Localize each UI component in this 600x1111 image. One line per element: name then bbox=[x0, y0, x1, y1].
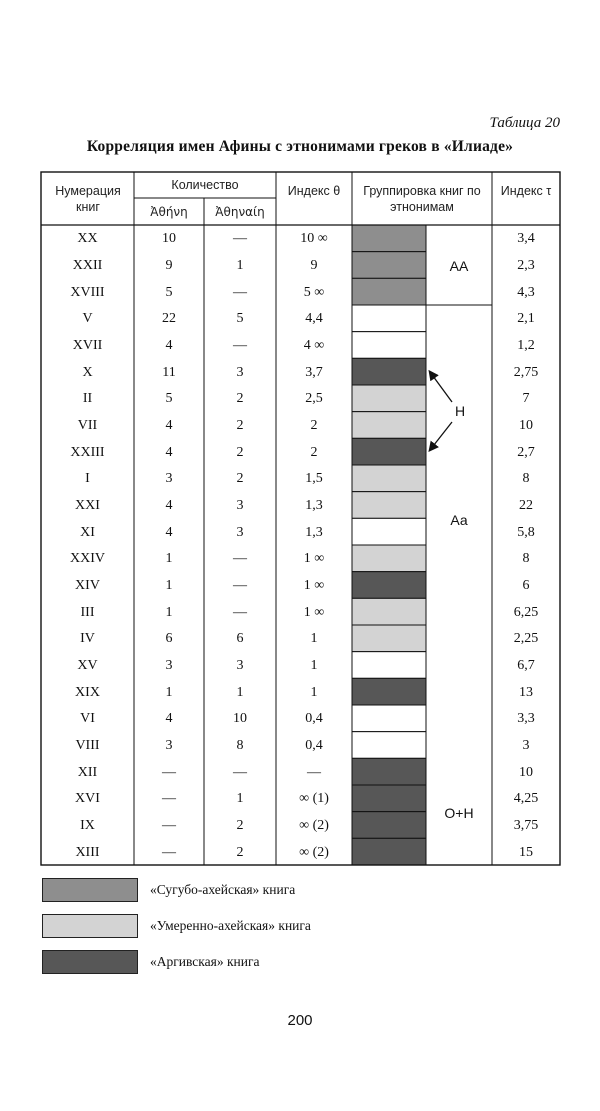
cell-theta: 1 bbox=[310, 658, 318, 673]
cell-book: XXII bbox=[72, 258, 103, 273]
cell-book: XX bbox=[77, 231, 98, 247]
cell-tau: 3,75 bbox=[513, 818, 539, 833]
cell-athenaie: — bbox=[233, 231, 247, 247]
cell-book: XII bbox=[77, 764, 98, 780]
cell-athene: 1 bbox=[165, 578, 173, 593]
shade-cell-xviii bbox=[352, 278, 426, 305]
cell-tau: 3 bbox=[522, 738, 530, 753]
cell-athene: 3 bbox=[165, 658, 173, 673]
header-index-theta: Индекс θ bbox=[287, 184, 341, 198]
cell-book: XXI bbox=[75, 498, 100, 513]
cell-athenaie: — bbox=[233, 604, 247, 620]
cell-athene: 6 bbox=[165, 631, 173, 647]
cell-book: XXIII bbox=[70, 444, 105, 460]
cell-tau: 2,3 bbox=[517, 258, 535, 273]
cell-athene: 4 bbox=[165, 498, 173, 513]
cell-book: VII bbox=[77, 418, 98, 433]
cell-athene: 4 bbox=[165, 444, 173, 460]
cell-book: XVI bbox=[75, 791, 100, 807]
cell-tau: 13 bbox=[519, 684, 533, 700]
shade-cell-vi bbox=[352, 705, 426, 732]
cell-athene: 1 bbox=[165, 684, 173, 700]
shade-cell-xix bbox=[352, 678, 426, 705]
cell-theta: 1,3 bbox=[305, 498, 323, 513]
shade-cell-xx bbox=[352, 225, 426, 252]
cell-tau: 2,7 bbox=[517, 444, 535, 460]
cell-tau: 8 bbox=[522, 471, 530, 487]
cell-theta: 0,4 bbox=[305, 738, 323, 753]
cell-athenaie: — bbox=[233, 284, 247, 300]
cell-athenaie: 1 bbox=[236, 791, 244, 807]
shade-cell-ix bbox=[352, 812, 426, 839]
cell-theta: 1 ∞ bbox=[303, 578, 325, 593]
group-label-oh: О+Н bbox=[444, 805, 474, 821]
cell-theta: 0,4 bbox=[305, 711, 323, 727]
cell-theta: — bbox=[307, 764, 321, 780]
cell-athenaie: — bbox=[233, 551, 247, 567]
cell-athene: 5 bbox=[165, 284, 173, 300]
cell-athenaie: 8 bbox=[236, 738, 244, 753]
header-index-tau: Индекс τ bbox=[500, 184, 552, 198]
cell-book: XIX bbox=[75, 684, 100, 700]
cell-athene: — bbox=[162, 764, 176, 780]
cell-athene: 1 bbox=[165, 604, 173, 620]
cell-athenaie: 10 bbox=[233, 711, 247, 727]
cell-athenaie: 6 bbox=[236, 631, 244, 647]
legend-swatch-dark bbox=[42, 950, 138, 974]
cell-athenaie: 1 bbox=[236, 258, 244, 273]
cell-tau: 10 bbox=[519, 764, 533, 780]
shade-cell-xiv bbox=[352, 572, 426, 599]
cell-book: XI bbox=[80, 524, 95, 540]
cell-book: XVII bbox=[72, 338, 103, 353]
cell-theta: 2 bbox=[310, 444, 318, 460]
shade-cell-xxii bbox=[352, 252, 426, 279]
cell-book: III bbox=[80, 604, 95, 620]
cell-tau: 2,75 bbox=[513, 364, 539, 380]
cell-theta: 10 ∞ bbox=[300, 231, 328, 247]
cell-theta: 2 bbox=[310, 418, 318, 433]
cell-athenaie: 1 bbox=[236, 684, 244, 700]
cell-athene: — bbox=[162, 791, 176, 807]
cell-tau: 1,2 bbox=[517, 338, 535, 353]
cell-tau: 8 bbox=[522, 551, 530, 567]
cell-book: XIV bbox=[75, 578, 100, 593]
page-number: 200 bbox=[287, 1012, 313, 1029]
cell-book: I bbox=[85, 471, 90, 487]
cell-book: II bbox=[82, 391, 93, 407]
cell-athene: 10 bbox=[162, 231, 176, 247]
header-book-number: Нумерация книг bbox=[55, 184, 121, 214]
shade-cell-xv bbox=[352, 652, 426, 679]
cell-athenaie: — bbox=[233, 578, 247, 593]
cell-tau: 3,4 bbox=[517, 231, 535, 247]
cell-book: VI bbox=[80, 711, 95, 727]
cell-theta: 1 bbox=[310, 684, 318, 700]
cell-theta: 3,7 bbox=[305, 364, 323, 380]
header-athenaie: Ἀθηναίη bbox=[215, 205, 265, 219]
cell-tau: 7 bbox=[522, 391, 530, 407]
shade-cell-xvi bbox=[352, 785, 426, 812]
shade-cell-xii bbox=[352, 758, 426, 785]
cell-book: X bbox=[82, 364, 93, 380]
cell-theta: 4,4 bbox=[305, 311, 323, 327]
cell-athene: 22 bbox=[162, 311, 176, 327]
shade-cell-v bbox=[352, 305, 426, 332]
cell-athene: — bbox=[162, 844, 176, 860]
header-grouping: Группировка книг по этнонимам bbox=[363, 184, 481, 214]
legend-label-medium: «Сугубо-ахейская» книга bbox=[150, 882, 296, 897]
cell-athene: 5 bbox=[165, 391, 173, 407]
cell-theta: ∞ (2) bbox=[299, 844, 329, 860]
cell-theta: ∞ (2) bbox=[299, 818, 329, 833]
cell-book: V bbox=[82, 311, 93, 327]
cell-book: XV bbox=[77, 658, 98, 673]
cell-athene: 4 bbox=[165, 418, 173, 433]
shade-cell-vii bbox=[352, 412, 426, 439]
cell-athene: 4 bbox=[165, 338, 173, 353]
shade-cell-i bbox=[352, 465, 426, 492]
cell-theta: ∞ (1) bbox=[299, 791, 329, 807]
cell-book: XXIV bbox=[70, 551, 105, 567]
cell-tau: 6,25 bbox=[513, 604, 539, 620]
cell-athene: 9 bbox=[165, 258, 173, 273]
cell-theta: 1 ∞ bbox=[303, 604, 325, 620]
cell-athenaie: 2 bbox=[236, 444, 244, 460]
cell-theta: 5 ∞ bbox=[303, 284, 325, 300]
cell-book: VIII bbox=[75, 738, 100, 753]
legend-swatch-light bbox=[42, 914, 138, 938]
shade-cell-viii bbox=[352, 732, 426, 759]
cell-book: XVIII bbox=[70, 284, 105, 300]
shade-cell-iii bbox=[352, 598, 426, 625]
cell-tau: 4,3 bbox=[517, 284, 535, 300]
cell-athene: 4 bbox=[165, 524, 173, 540]
shade-cell-ii bbox=[352, 385, 426, 412]
cell-athene: — bbox=[162, 818, 176, 833]
shade-cell-xi bbox=[352, 518, 426, 545]
cell-athenaie: 2 bbox=[236, 844, 244, 860]
cell-tau: 3,3 bbox=[517, 711, 535, 727]
cell-athene: 1 bbox=[165, 551, 173, 567]
cell-theta: 1,5 bbox=[305, 471, 323, 487]
cell-tau: 5,8 bbox=[517, 524, 535, 540]
group-label-aa: АА bbox=[449, 258, 469, 274]
legend-label-dark: «Аргивская» книга bbox=[150, 954, 260, 969]
shade-cell-xvii bbox=[352, 332, 426, 359]
shade-cell-xxiii bbox=[352, 438, 426, 465]
cell-athenaie: 3 bbox=[236, 364, 244, 380]
cell-book: XIII bbox=[75, 844, 100, 860]
cell-athenaie: 3 bbox=[236, 498, 244, 513]
cell-tau: 2,1 bbox=[517, 311, 535, 327]
cell-theta: 4 ∞ bbox=[303, 338, 325, 353]
cell-tau: 6 bbox=[522, 578, 530, 593]
cell-theta: 9 bbox=[310, 258, 318, 273]
cell-athenaie: — bbox=[233, 338, 247, 353]
cell-book: IV bbox=[80, 631, 95, 647]
cell-athenaie: 3 bbox=[236, 524, 244, 540]
group-label-aa-lower: Аа bbox=[450, 512, 468, 528]
cell-tau: 6,7 bbox=[517, 658, 535, 673]
arrow-to-x bbox=[430, 372, 452, 402]
arrow-to-xxiii bbox=[430, 422, 452, 450]
cell-athenaie: — bbox=[233, 764, 247, 780]
cell-athenaie: 3 bbox=[236, 658, 244, 673]
cell-athene: 11 bbox=[162, 364, 176, 380]
shade-cell-x bbox=[352, 358, 426, 385]
cell-theta: 1,3 bbox=[305, 524, 323, 540]
cell-tau: 22 bbox=[519, 498, 533, 513]
shade-cell-xxiv bbox=[352, 545, 426, 572]
cell-athenaie: 2 bbox=[236, 418, 244, 433]
shade-cell-xiii bbox=[352, 838, 426, 865]
cell-theta: 2,5 bbox=[305, 391, 323, 407]
header-quantity: Количество bbox=[171, 178, 239, 192]
shade-cell-iv bbox=[352, 625, 426, 652]
cell-athene: 4 bbox=[165, 711, 173, 727]
cell-athenaie: 5 bbox=[236, 311, 244, 327]
cell-athene: 3 bbox=[165, 471, 173, 487]
table-label: Таблица 20 bbox=[489, 115, 560, 131]
cell-tau: 2,25 bbox=[513, 631, 539, 647]
shade-cell-xxi bbox=[352, 492, 426, 519]
cell-athenaie: 2 bbox=[236, 471, 244, 487]
cell-athenaie: 2 bbox=[236, 391, 244, 407]
legend-label-light: «Умеренно-ахейская» книга bbox=[150, 918, 311, 933]
cell-theta: 1 bbox=[310, 631, 318, 647]
cell-athenaie: 2 bbox=[236, 818, 244, 833]
cell-tau: 10 bbox=[519, 418, 533, 433]
group-label-h: Н bbox=[454, 403, 466, 419]
cell-tau: 15 bbox=[519, 844, 533, 860]
legend-swatch-medium bbox=[42, 878, 138, 902]
cell-tau: 4,25 bbox=[513, 791, 539, 807]
header-athene: Ἀθήνη bbox=[150, 205, 188, 219]
table-title: Корреляция имен Афины с этнонимами греков в «Илиаде» bbox=[86, 138, 514, 155]
cell-theta: 1 ∞ bbox=[303, 551, 325, 567]
cell-athene: 3 bbox=[165, 738, 173, 753]
cell-book: IX bbox=[80, 818, 95, 833]
